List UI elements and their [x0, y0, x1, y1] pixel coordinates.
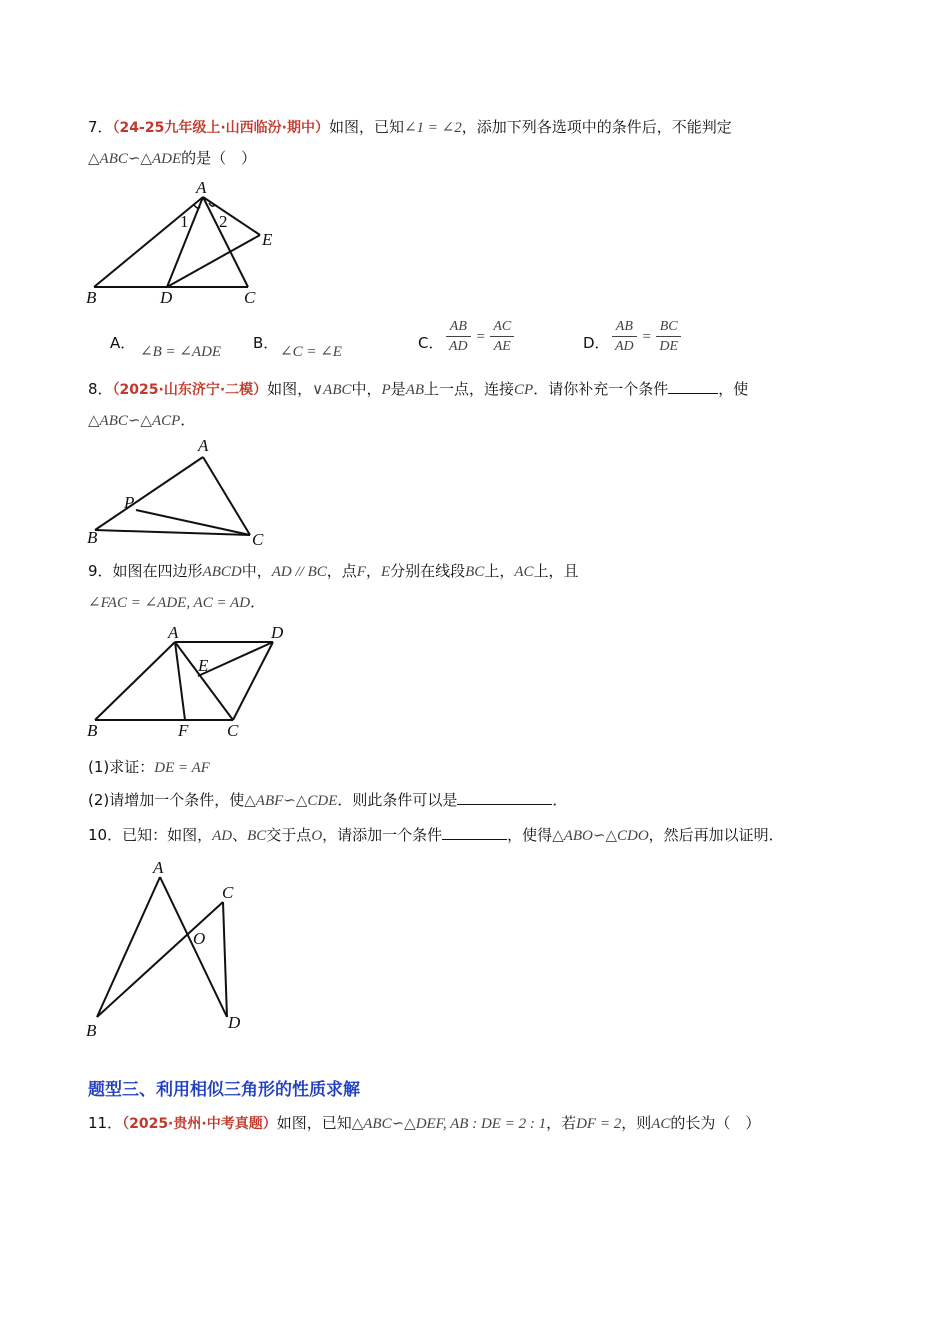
q8-label-C: C — [252, 530, 264, 549]
q7-label-E: E — [262, 230, 273, 249]
q7-label-2: 2 — [219, 212, 228, 231]
q7-label-A: A — [196, 178, 207, 197]
q9-label-B: B — [87, 721, 98, 740]
q10-label-A: A — [153, 858, 164, 877]
q10-label-O: O — [193, 929, 206, 948]
q9-label-C: C — [227, 721, 239, 740]
q7-line1: 7．（24-25九年级上·山西临汾·期中）如图，已知∠1 = ∠2，添加下列各选项中的条件后，不能判定 — [88, 118, 732, 136]
q9-line1: 9．如图在四边形ABCD中，AD // BC，点F，E分别在线段BC上，AC上，且 — [88, 562, 579, 580]
q10-figure — [80, 852, 280, 1047]
q7-figure — [80, 175, 300, 310]
q11-source: （2025·贵州·中考真题） — [122, 1116, 277, 1132]
q7-label-B: B — [86, 288, 97, 307]
q7-label-D: D — [160, 288, 173, 307]
q7-option-c[interactable]: C． — [418, 334, 444, 352]
q9-part2: (2)请增加一个条件，使△ABF∽△CDE．则此条件可以是 ． — [88, 791, 568, 809]
q10-label-B: B — [86, 1021, 97, 1040]
q9-label-D: D — [271, 623, 284, 642]
q9-line2: ∠FAC = ∠ADE, AC = AD． — [88, 593, 266, 611]
q7-label-C: C — [244, 288, 256, 307]
q9-label-A: A — [168, 623, 179, 642]
q8-label-P: P — [124, 493, 135, 512]
q11-line1: 11．（2025·贵州·中考真题）如图，已知△ABC∽△DEF, AB : DE = 2 : 1，若DF = 2，则AC的长为（ ） — [88, 1114, 761, 1132]
q7-option-b[interactable]: B． — [253, 334, 279, 352]
q10-answer-blank[interactable] — [442, 825, 507, 840]
q7-source: （24-25九年级上·山西临汾·期中） — [112, 120, 329, 136]
q9-answer-blank[interactable] — [457, 790, 552, 805]
q9-part1: (1)求证：DE = AF — [88, 758, 210, 776]
q9-label-F: F — [178, 721, 189, 740]
q7-option-c-expr: $\frac{AB}{AD}$ = $\frac{AC}{AE}$ — [446, 317, 514, 356]
q8-line2: △ABC∽△ACP． — [88, 411, 196, 429]
q10-label-C: C — [222, 883, 234, 902]
q7-option-a[interactable]: A． — [110, 334, 136, 352]
q7-option-d-expr: $\frac{AB}{AD}$ = $\frac{BC}{DE}$ — [612, 317, 681, 356]
q7-option-d[interactable]: D． — [583, 334, 610, 352]
q8-label-B: B — [87, 528, 98, 547]
section-heading: 题型三、利用相似三角形的性质求解 — [88, 1080, 360, 1100]
q7-label-1: 1 — [180, 212, 189, 231]
q8-label-A: A — [198, 436, 209, 455]
q10-line1: 10．已知：如图，AD、BC交于点O，请添加一个条件 ，使得△ABO∽△CDO，然后再加以证明． — [88, 826, 784, 844]
q10-label-D: D — [228, 1013, 241, 1032]
q9-label-E: E — [198, 656, 209, 675]
q7-line2: △ABC∽△ADE的是（ ） — [88, 149, 257, 167]
q8-answer-blank[interactable] — [668, 379, 718, 394]
q8-source: （2025·山东济宁·二模） — [112, 382, 268, 398]
q8-figure — [80, 435, 280, 550]
q8-line1: 8．（2025·山东济宁·二模）如图，∨ABC中，P是AB上一点，连接CP．请你补充一个条件 ，使 — [88, 380, 749, 398]
q9-figure — [80, 620, 300, 745]
